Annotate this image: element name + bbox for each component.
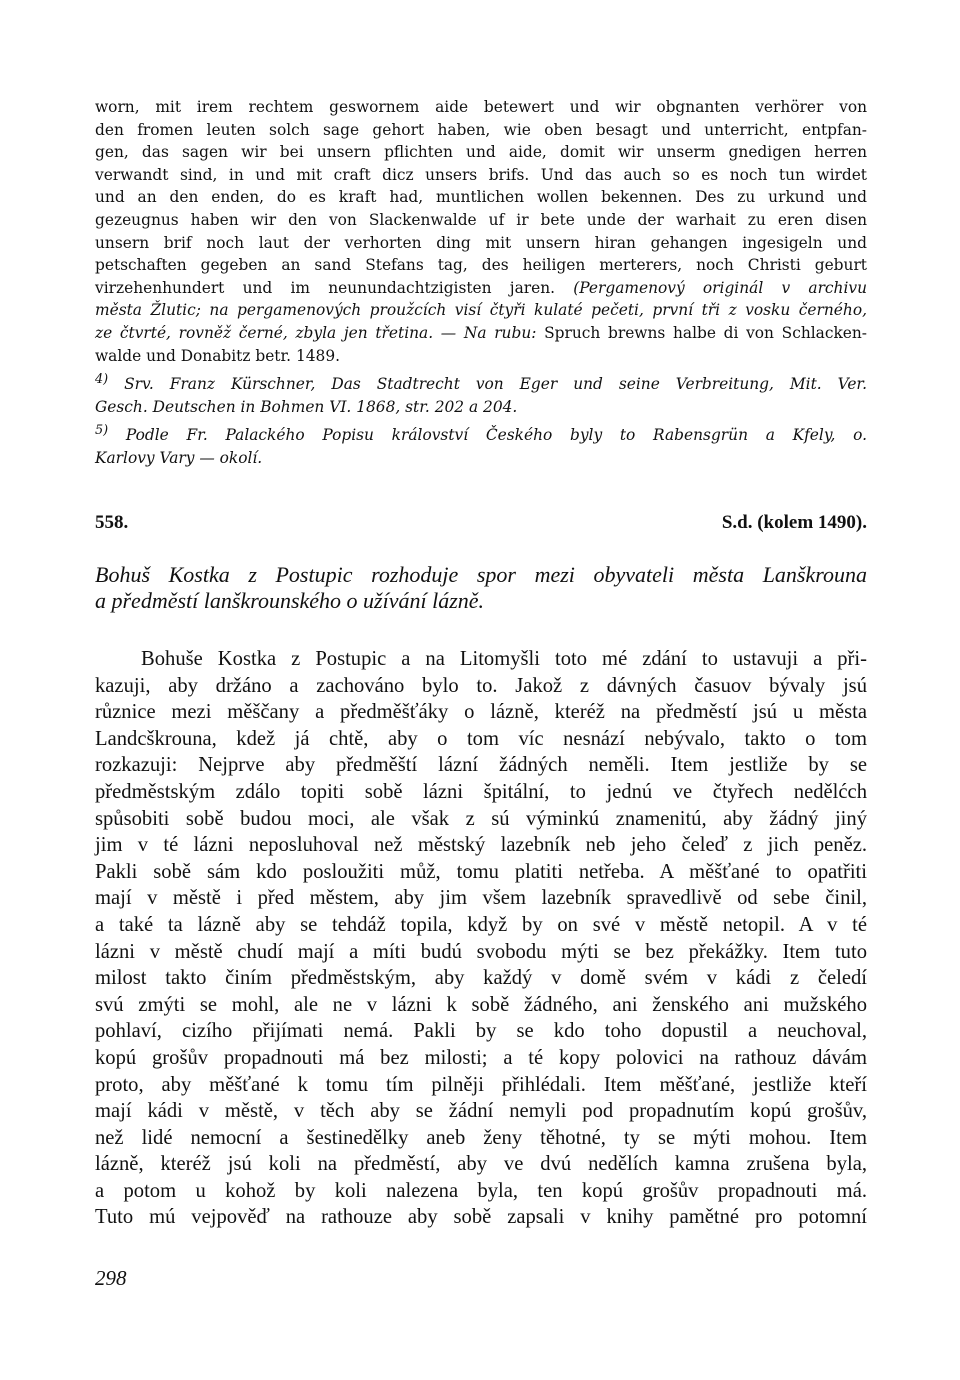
- footnote-marker: 5): [95, 423, 109, 439]
- text-line: den fromen leuten solch sage gehort haben, wie oben besagt und unterricht, entpfan-: [95, 120, 867, 139]
- text-line: gen, das sagen wir bei unsern pflichten und aide, domit wir unserm gnedigen herren: [95, 143, 867, 162]
- body-line: předměstským zdálo topiti sobě lázni špitální, to jednú ve čtyřech nedělćch: [95, 780, 867, 803]
- body-line: pohlaví, cizího přijímati nemá. Pakli by se kdo toho dopustil a neuchoval,: [95, 1020, 867, 1043]
- text-line: verwandt sind, in und mit craft dicz unsers brifs. Und das auch so es noch tun wirdet: [95, 165, 867, 184]
- body-line: různice mezi měščany a předměšťáky o lázně, kteréž na předměstí jsú u města: [95, 701, 867, 724]
- document-heading: [95, 512, 867, 538]
- preceding-document-ending: [95, 96, 867, 470]
- text-line: und an den enden, do es kraft had, muntlichen wollen bekennen. Des zu urkund und: [95, 188, 867, 207]
- document-number: 558.: [95, 512, 129, 533]
- body-line: mají kádi v městě, v těch aby se žádní nemyli pod propadnutím kopú grošův,: [95, 1100, 867, 1123]
- footnote: [95, 369, 867, 418]
- body-line: než lidé nemocní a šestinedělky aneb ženy těhotné, ty se mýti mohou. Item: [95, 1126, 867, 1149]
- endorsement-text: Spruch brewns halbe di von Schlacken-: [536, 323, 867, 342]
- archival-note: ze čtvrté, rovněž černé, zbyla jen třetina. — Na rubu:: [95, 323, 537, 342]
- page-number: 298: [95, 1266, 127, 1290]
- body-line: Bohuše Kostka z Postupic a na Litomyšli toto mé zdání to ustavuji a při-: [141, 648, 867, 670]
- body-line: lázni v městě chudí mají a míti budú svobodu mýti se bez překážky. Item tuto: [95, 940, 867, 963]
- body-line: a potom u kohož by koli nalezena byla, ten kopú grošův propadnouti má.: [95, 1179, 867, 1202]
- summary-line: a předměstí lanškrounského o užívání lázně.: [95, 588, 485, 613]
- archival-note: (Pergamenový originál v archivu: [573, 278, 867, 297]
- footnote: [95, 420, 867, 469]
- body-line: Tuto mú vejpověď na rathouze aby sobě zapsali v knihy pamětné pro potomní: [95, 1206, 867, 1229]
- footnote-line: $^{5)}$ Podle Fr. Palackého Popisu království Českého byly to Rabensgrün a Kfely, o.: [95, 423, 867, 445]
- body-line: proto, aby měšťané k tomu tím pilněji přihlédali. Item měšťané, jestliže kteří: [95, 1073, 867, 1096]
- text-line: unsern brif noch laut der verhorten ding mit unsern hiran gehangen ingesigeln und: [95, 233, 867, 252]
- body-line: mají v městě i před městem, aby jim všem lazebník spravedlivě od sebe činil,: [95, 887, 867, 910]
- body-line: lázně, kteréž jsú koli na předměstí, aby ve dvú nedělích kamna zrušena byla,: [95, 1153, 867, 1176]
- body-line: kopú grošův propadnouti má bez milosti; a té kopy polovici na rathouz dávám: [95, 1046, 867, 1069]
- closing-text: virzehenhundert und im neunundachtzigisten jaren.: [95, 278, 574, 297]
- body-line: kazuji, aby držáno a zachováno bylo to. Jakož z dávných časuov bývaly jsú: [95, 674, 867, 697]
- text-line: [95, 277, 867, 300]
- body-line: a také ta lázně aby se tehdáž topila, když by on své v městě netopil. A v té: [95, 913, 867, 936]
- text-line: worn, mit irem rechtem geswornem aide betewert und wir obgnanten verhörer von: [95, 98, 867, 116]
- document-body: [95, 646, 867, 1231]
- body-line: Pakli sobě sám kdo posloužiti můž, tomu platiti netřeba. A měšťané to opatřiti: [95, 860, 867, 883]
- body-line: spůsobiti sobě budou moci, ale však z sú výminkú znamenitú, aby žádný jiný: [95, 807, 867, 830]
- body-line: milost takto činím předměstským, aby každý v domě svém v kádi z čeledí: [95, 967, 867, 990]
- body-line: Landcškrouna, kdež já chtě, aby o tom víc nesnází nebývalo, takto o tom: [95, 727, 867, 750]
- footnote-line: $^{4)}$ Srv. Franz Kürschner, Das Stadtrecht von Eger und seine Verbreitung, Mit. Ver.: [95, 372, 867, 394]
- archival-note: města Žlutic; na pergamenových proužcích visí čtyři kulaté pečeti, první tři z vosku černého,: [95, 301, 867, 320]
- endorsement-text: walde und Donabitz betr. 1489.: [95, 346, 341, 365]
- footnote-line: Gesch. Deutschen in Bohmen VI. 1868, str. 202 a 204.: [95, 397, 518, 416]
- body-line: svú zmýti se mohl, ale ne v lázni k sobě žádného, ani ženského ani mužského: [95, 993, 867, 1016]
- text-line: [95, 322, 867, 345]
- text-line: petschaften gegeben an sand Stefans tag, des heiligen merterers, noch Christi geburt: [95, 256, 867, 275]
- body-line: rozkazuji: Nejprve aby předměští lázní žádných neměli. Item jestliže by se: [95, 754, 867, 777]
- text-line: gezeugnus haben wir den von Slackenwalde uf ir bete unde der warhait zu eren disen: [95, 210, 867, 229]
- document-summary: [95, 562, 867, 614]
- document-date: S.d. (kolem 1490).: [721, 512, 867, 533]
- body-line: jim v té lázni neposluhoval než městský lazebník neb jeho čeleď z jich peněz.: [95, 834, 867, 857]
- footnote-line: Karlovy Vary — okolí.: [95, 449, 263, 468]
- footnote-marker: 4): [95, 372, 109, 388]
- summary-line: Bohuš Kostka z Postupic rozhoduje spor mezi obyvateli města Lanškrouna: [95, 562, 867, 587]
